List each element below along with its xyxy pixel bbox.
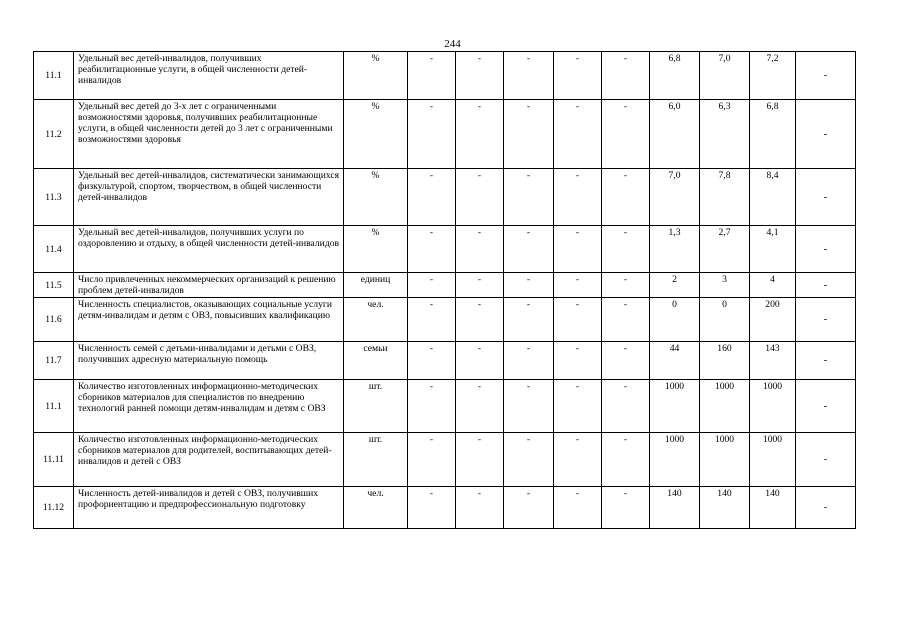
value-cell: 7,0 — [650, 169, 700, 226]
indicator-name-cell: Количество изготовленных информационно-методических сборников материалов для специалистов по внедрению технологий ранней помощи детям-инвалидам и детям с ОВЗ — [74, 380, 344, 433]
value-cell: 8,4 — [750, 169, 796, 226]
unit-cell: % — [344, 169, 408, 226]
row-number-cell: 11.1 — [34, 380, 74, 433]
final-value-cell: - — [796, 52, 856, 100]
empty-value-cell: - — [408, 487, 456, 529]
empty-value-cell: - — [602, 298, 650, 342]
unit-cell: семьи — [344, 342, 408, 380]
empty-value-cell: - — [456, 100, 504, 169]
empty-value-cell: - — [602, 487, 650, 529]
value-cell: 1000 — [750, 433, 796, 487]
unit-cell: чел. — [344, 487, 408, 529]
empty-value-cell: - — [456, 433, 504, 487]
value-cell: 7,0 — [700, 52, 750, 100]
empty-value-cell: - — [504, 169, 554, 226]
empty-value-cell: - — [408, 273, 456, 298]
empty-value-cell: - — [408, 380, 456, 433]
unit-cell: единиц — [344, 273, 408, 298]
value-cell: 6,8 — [750, 100, 796, 169]
empty-value-cell: - — [602, 273, 650, 298]
table-row — [34, 226, 856, 273]
row-number-cell: 11.11 — [34, 433, 74, 487]
empty-value-cell: - — [456, 342, 504, 380]
empty-value-cell: - — [456, 52, 504, 100]
row-number-cell: 11.6 — [34, 298, 74, 342]
row-number-cell: 11.4 — [34, 226, 74, 273]
empty-value-cell: - — [554, 433, 602, 487]
indicator-name-cell: Численность семей с детьми-инвалидами и детьми с ОВЗ, получивших адресную материальную помощь — [74, 342, 344, 380]
unit-cell: % — [344, 226, 408, 273]
empty-value-cell: - — [504, 433, 554, 487]
value-cell: 0 — [700, 298, 750, 342]
value-cell: 1000 — [650, 433, 700, 487]
table-row — [34, 298, 856, 342]
row-number-cell: 11.5 — [34, 273, 74, 298]
empty-value-cell: - — [554, 100, 602, 169]
unit-cell: % — [344, 100, 408, 169]
indicator-name-cell: Удельный вес детей-инвалидов, получивших реабилитационные услуги, в общей численности детей-инвалидов — [74, 52, 344, 100]
empty-value-cell: - — [602, 226, 650, 273]
row-number-cell: 11.3 — [34, 169, 74, 226]
empty-value-cell: - — [554, 487, 602, 529]
final-value-cell: - — [796, 169, 856, 226]
indicator-name-cell: Численность детей-инвалидов и детей с ОВЗ, получивших профориентацию и предпрофессиональную подготовку — [74, 487, 344, 529]
value-cell: 6,0 — [650, 100, 700, 169]
empty-value-cell: - — [602, 52, 650, 100]
unit-cell: чел. — [344, 298, 408, 342]
value-cell: 1000 — [700, 380, 750, 433]
final-value-cell: - — [796, 342, 856, 380]
final-value-cell: - — [796, 273, 856, 298]
empty-value-cell: - — [554, 169, 602, 226]
final-value-cell: - — [796, 433, 856, 487]
value-cell: 6,8 — [650, 52, 700, 100]
empty-value-cell: - — [554, 380, 602, 433]
unit-cell: шт. — [344, 380, 408, 433]
row-number-cell: 11.2 — [34, 100, 74, 169]
empty-value-cell: - — [456, 273, 504, 298]
unit-cell: шт. — [344, 433, 408, 487]
value-cell: 140 — [700, 487, 750, 529]
empty-value-cell: - — [602, 433, 650, 487]
value-cell: 4,1 — [750, 226, 796, 273]
empty-value-cell: - — [554, 273, 602, 298]
empty-value-cell: - — [456, 169, 504, 226]
empty-value-cell: - — [504, 380, 554, 433]
empty-value-cell: - — [602, 100, 650, 169]
value-cell: 2,7 — [700, 226, 750, 273]
value-cell: 140 — [750, 487, 796, 529]
empty-value-cell: - — [408, 298, 456, 342]
empty-value-cell: - — [408, 169, 456, 226]
indicator-name-cell: Удельный вес детей-инвалидов, получивших услуги по оздоровлению и отдыху, в общей численности детей-инвалидов — [74, 226, 344, 273]
empty-value-cell: - — [504, 487, 554, 529]
table-row — [34, 433, 856, 487]
value-cell: 143 — [750, 342, 796, 380]
empty-value-cell: - — [602, 169, 650, 226]
empty-value-cell: - — [456, 380, 504, 433]
value-cell: 3 — [700, 273, 750, 298]
table-row — [34, 52, 856, 100]
empty-value-cell: - — [602, 380, 650, 433]
empty-value-cell: - — [504, 52, 554, 100]
value-cell: 1000 — [700, 433, 750, 487]
value-cell: 200 — [750, 298, 796, 342]
page-number: 244 — [444, 38, 461, 50]
final-value-cell: - — [796, 100, 856, 169]
value-cell: 7,2 — [750, 52, 796, 100]
table-row — [34, 169, 856, 226]
empty-value-cell: - — [408, 52, 456, 100]
indicator-name-cell: Число привлеченных некоммерческих организаций к решению проблем детей-инвалидов — [74, 273, 344, 298]
row-number-cell: 11.7 — [34, 342, 74, 380]
empty-value-cell: - — [456, 226, 504, 273]
table-row — [34, 100, 856, 169]
value-cell: 1000 — [650, 380, 700, 433]
table-row — [34, 380, 856, 433]
indicator-name-cell: Численность специалистов, оказывающих социальные услуги детям-инвалидам и детям с ОВЗ, повысивших квалификацию — [74, 298, 344, 342]
final-value-cell: - — [796, 487, 856, 529]
unit-cell: % — [344, 52, 408, 100]
value-cell: 6,3 — [700, 100, 750, 169]
value-cell: 7,8 — [700, 169, 750, 226]
indicators-table — [33, 51, 856, 529]
value-cell: 1,3 — [650, 226, 700, 273]
empty-value-cell: - — [554, 342, 602, 380]
empty-value-cell: - — [554, 298, 602, 342]
final-value-cell: - — [796, 380, 856, 433]
empty-value-cell: - — [408, 342, 456, 380]
value-cell: 1000 — [750, 380, 796, 433]
value-cell: 4 — [750, 273, 796, 298]
value-cell: 2 — [650, 273, 700, 298]
empty-value-cell: - — [408, 433, 456, 487]
empty-value-cell: - — [408, 100, 456, 169]
value-cell: 140 — [650, 487, 700, 529]
empty-value-cell: - — [504, 298, 554, 342]
indicator-name-cell: Удельный вес детей-инвалидов, систематически занимающихся физкультурой, спортом, творчеством, в общей численности детей-инвалидов — [74, 169, 344, 226]
table-row — [34, 487, 856, 529]
empty-value-cell: - — [554, 52, 602, 100]
final-value-cell: - — [796, 298, 856, 342]
empty-value-cell: - — [408, 226, 456, 273]
empty-value-cell: - — [504, 226, 554, 273]
empty-value-cell: - — [504, 342, 554, 380]
empty-value-cell: - — [504, 100, 554, 169]
row-number-cell: 11.12 — [34, 487, 74, 529]
empty-value-cell: - — [504, 273, 554, 298]
value-cell: 0 — [650, 298, 700, 342]
indicator-name-cell: Количество изготовленных информационно-методических сборников материалов для родителей, воспитывающих детей-инвалидов и детей с ОВЗ — [74, 433, 344, 487]
empty-value-cell: - — [456, 298, 504, 342]
value-cell: 44 — [650, 342, 700, 380]
final-value-cell: - — [796, 226, 856, 273]
indicator-name-cell: Удельный вес детей до 3-х лет с ограниченными возможностями здоровья, получивших реабилитационные услуги, в общей численности детей до 3 лет с ограниченными возможностями здоровья — [74, 100, 344, 169]
empty-value-cell: - — [456, 487, 504, 529]
value-cell: 160 — [700, 342, 750, 380]
empty-value-cell: - — [602, 342, 650, 380]
table-row — [34, 342, 856, 380]
empty-value-cell: - — [554, 226, 602, 273]
table-row — [34, 273, 856, 298]
row-number-cell: 11.1 — [34, 52, 74, 100]
